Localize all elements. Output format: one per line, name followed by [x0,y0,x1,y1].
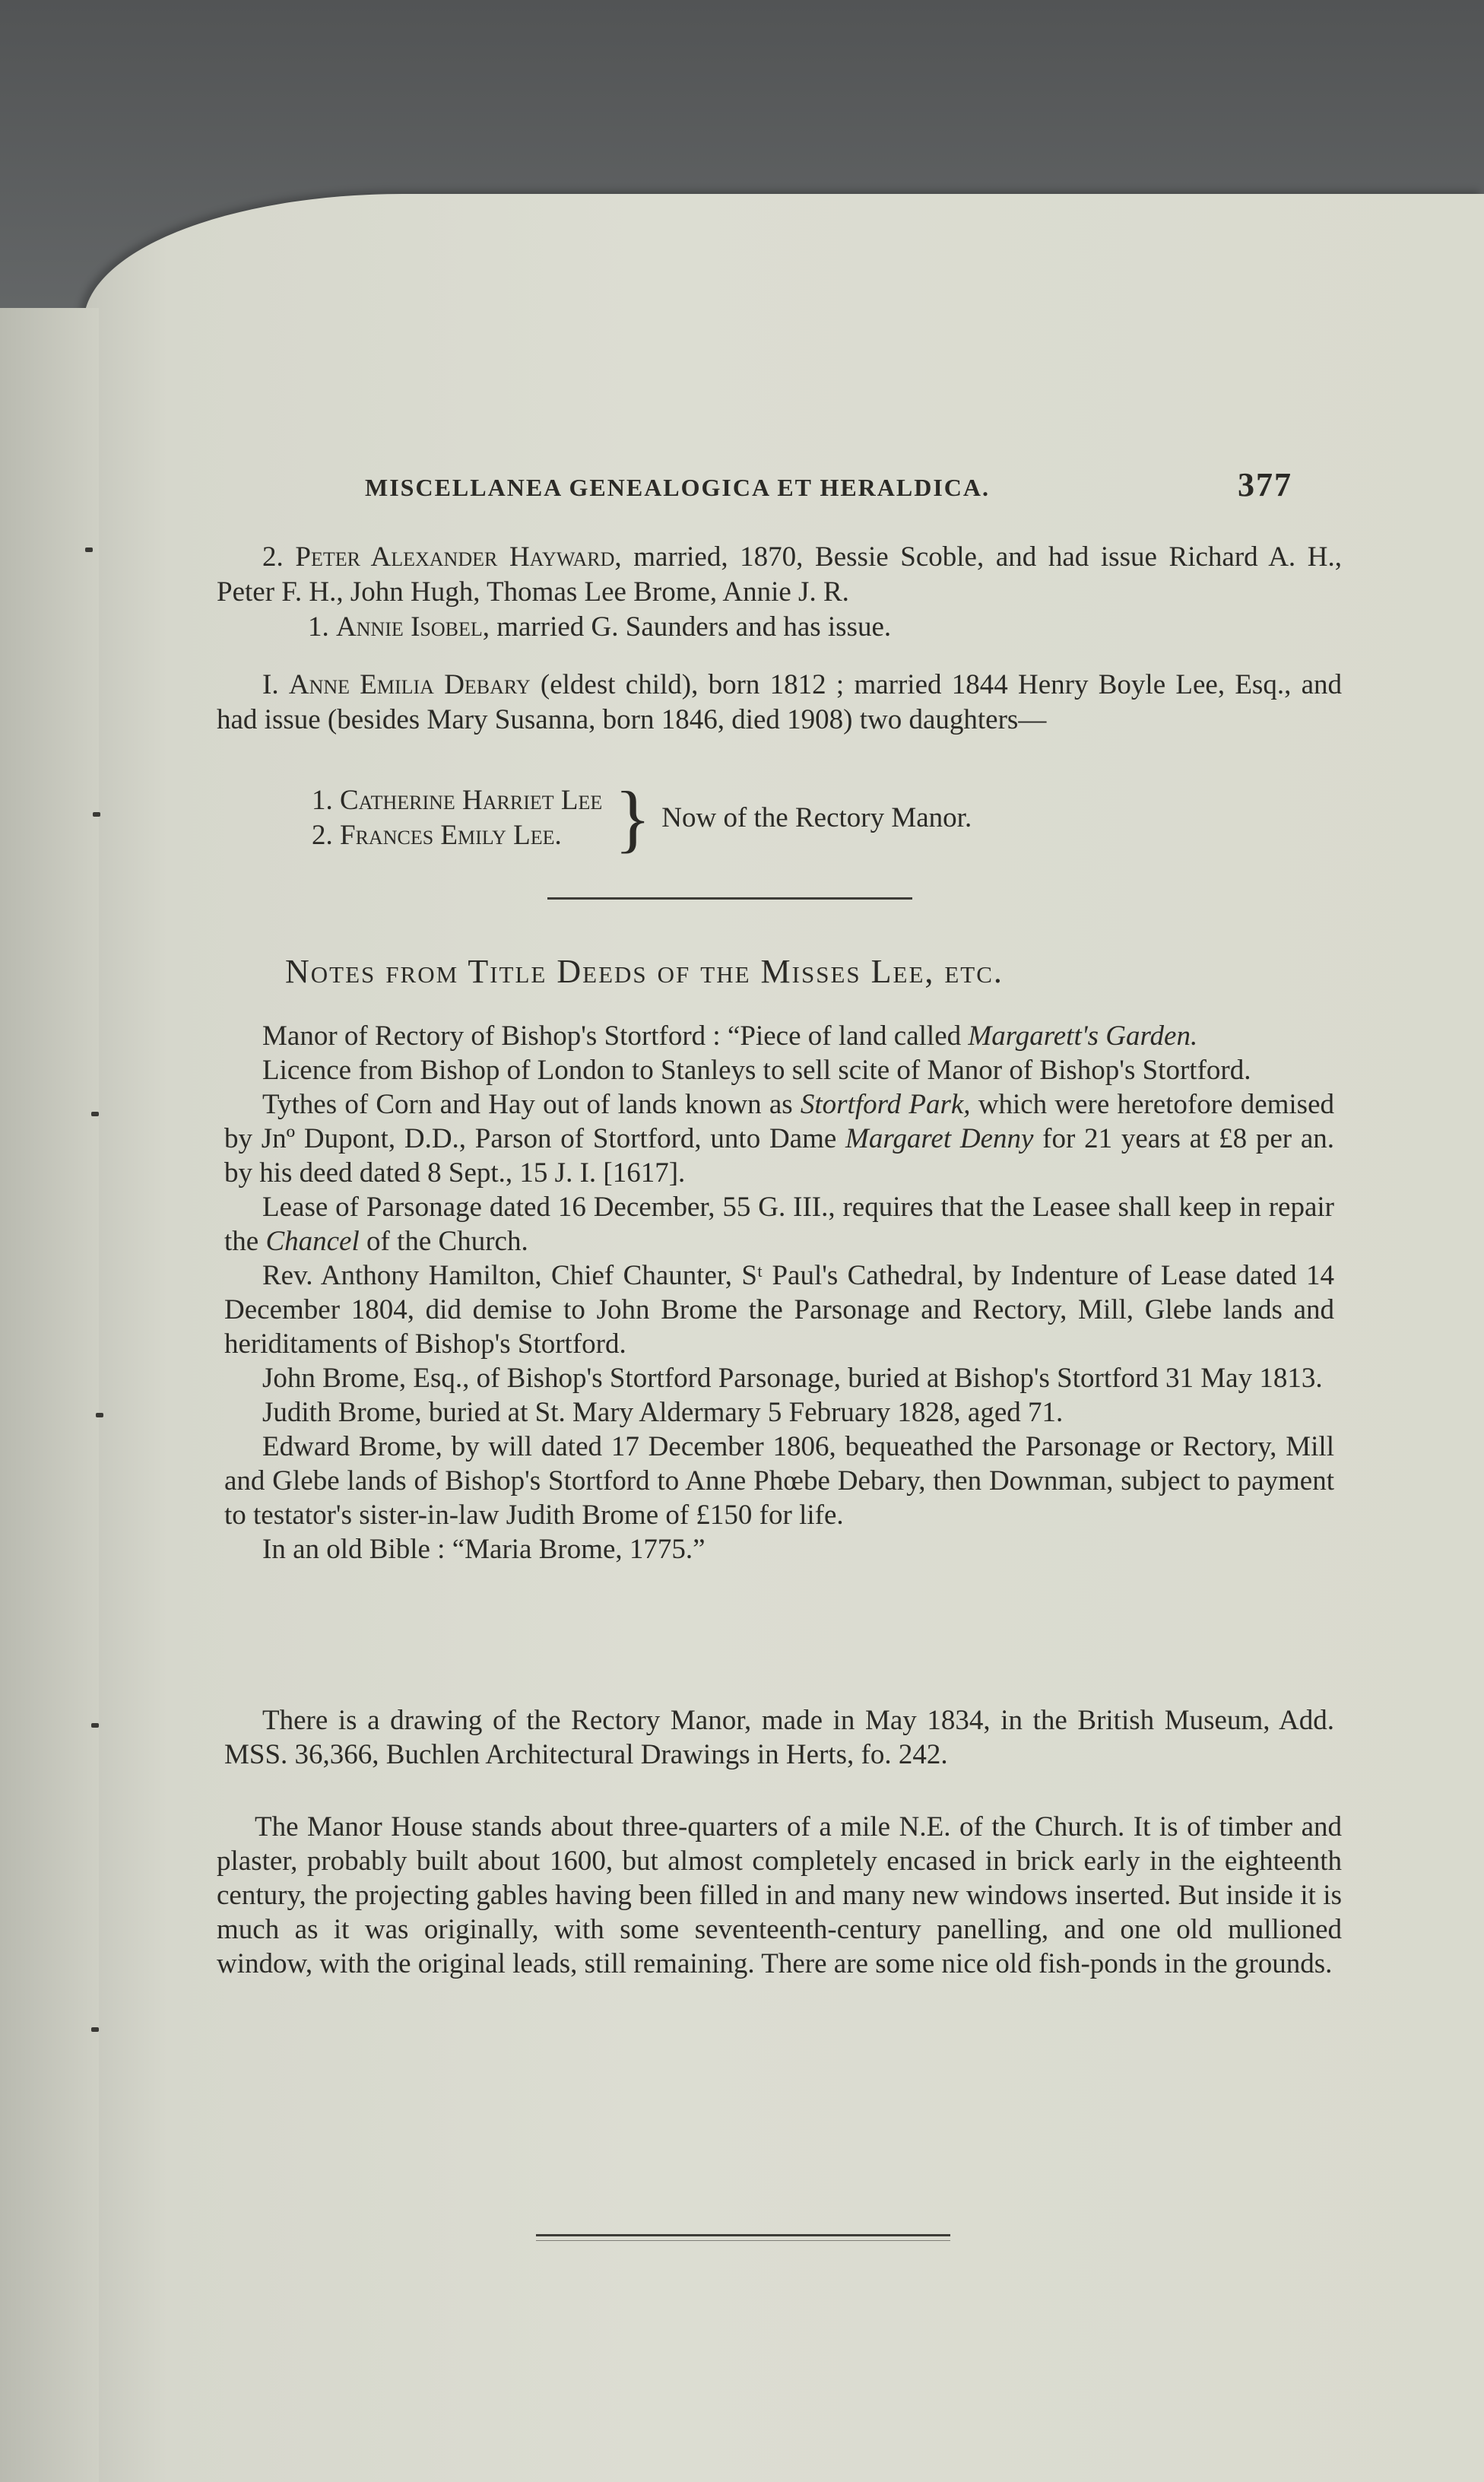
page-edge [0,308,99,2482]
note-entry: Edward Brome, by will dated 17 December 1806, bequeathed the Parsonage or Rectory, Mill and Glebe lands of Bishop's Stortford to Anne Phœbe Debary, then Downman, subject to payment to testator's sister-in-law Judith Brome of £150 for life. [224,1431,1334,1531]
notes-list [224,1019,1334,1566]
person-name: Catherine Harriet Lee [340,785,603,816]
page-number: 377 [1238,466,1292,503]
note-entry: Manor of Rectory of Bishop's Stortford : “Piece of land called Margarett's Garden. [262,1020,1198,1052]
note-entry: Judith Brome, buried at St. Mary Aldermary 5 February 1828, aged 71. [262,1397,1064,1428]
daughters-list [312,783,602,853]
running-title: MISCELLANEA GENEALOGICA ET HERALDICA. [365,474,991,501]
note-entry: John Brome, Esq., of Bishop's Stortford Parsonage, buried at Bishop's Stortford 31 May 1813. [262,1363,1323,1394]
margin-mark [91,1723,99,1728]
end-divider-thin [536,2240,950,2241]
entry-text: married, 1870, Bessie Scoble, and had issue Richard A. H., Peter F. H., John Hugh, Thomas Lee Brome, Annie J. R. [217,541,1343,608]
paragraph-text: There is a drawing of the Rectory Manor, made in May 1834, in the British Museum, Add. MSS. 36,366, Buchlen Architectural Drawings in Herts, fo. 242. [224,1705,1334,1770]
person-name: Annie Isobel, [336,611,490,643]
entry-number: 2. [262,541,284,573]
note-entry: Licence from Bishop of London to Stanleys to sell scite of Manor of Bishop's Stortford. [262,1055,1251,1086]
entry-number: 1. [308,611,329,643]
entry-number: 1. [312,785,333,816]
entry-annie [217,610,1342,645]
entry-anne [217,668,1342,738]
margin-mark [91,2027,99,2032]
note-entry: Tythes of Corn and Hay out of lands known as Stortford Park, which were heretofore demised by Jnº Dupont, D.D., Parson of Stortford, unto Dame Margaret Denny for 21 years at £8 per an. by his deed dated 8 Sept., 15 J. I. [1617]. [224,1089,1335,1189]
daughter-item [312,818,602,853]
section-title: Notes from Title Deeds of the Misses Lee, etc. [285,953,1004,990]
person-name: Peter Alexander Hayward, [295,541,622,573]
margin-mark [85,548,93,552]
entry-peter [217,540,1342,610]
note-entry: In an old Bible : “Maria Brome, 1775.” [262,1534,706,1565]
daughters-group [312,776,972,860]
genealogy-block [217,540,1342,738]
note-entry: Rev. Anthony Hamilton, Chief Chaunter, Sᵗ Paul's Cathedral, by Indenture of Lease dated 14 December 1804, did demise to John Brome the Parsonage and Rectory, Mill, Glebe lands and heriditaments of Bishop's Stortford. [224,1260,1334,1360]
section-divider [547,897,912,900]
drawing-paragraph [224,1703,1334,1772]
entry-text: (eldest child), born 1812 ; married 1844 Henry Boyle Lee, Esq., and had issue (besides Mary Susanna, born 1846, died 1908) two daughters— [217,669,1343,735]
daughters-note: Now of the Rectory Manor. [661,802,972,833]
margin-mark [93,812,100,817]
note-entry: Lease of Parsonage dated 16 December, 55 G. III., requires that the Leasee shall keep in repair the Chancel of the Church. [224,1192,1334,1257]
person-name: Anne Emilia Debary [288,669,531,700]
entry-text: married G. Saunders and has issue. [496,611,892,643]
paragraph-text: The Manor House stands about three-quarters of a mile N.E. of the Church. It is of timber and plaster, probably built about 1600, but almost completely encased in brick early in the eighteenth century, the projecting gables having been filled in and many new windows inserted. But inside it is much as it was originally, with some seventeenth-century panelling, and one old mullioned window, with the original leads, still remaining. There are some nice old fish-ponds in the grounds. [217,1811,1342,1979]
end-divider [536,2234,950,2236]
margin-mark [96,1413,103,1417]
brace-symbol: } [614,776,652,860]
manor-paragraph [217,1810,1342,1981]
entry-number: I. [262,669,279,700]
person-name: Frances Emily Lee. [340,820,562,851]
entry-number: 2. [312,820,333,851]
running-header [365,465,1292,504]
daughter-item [312,783,602,818]
margin-mark [91,1112,99,1116]
